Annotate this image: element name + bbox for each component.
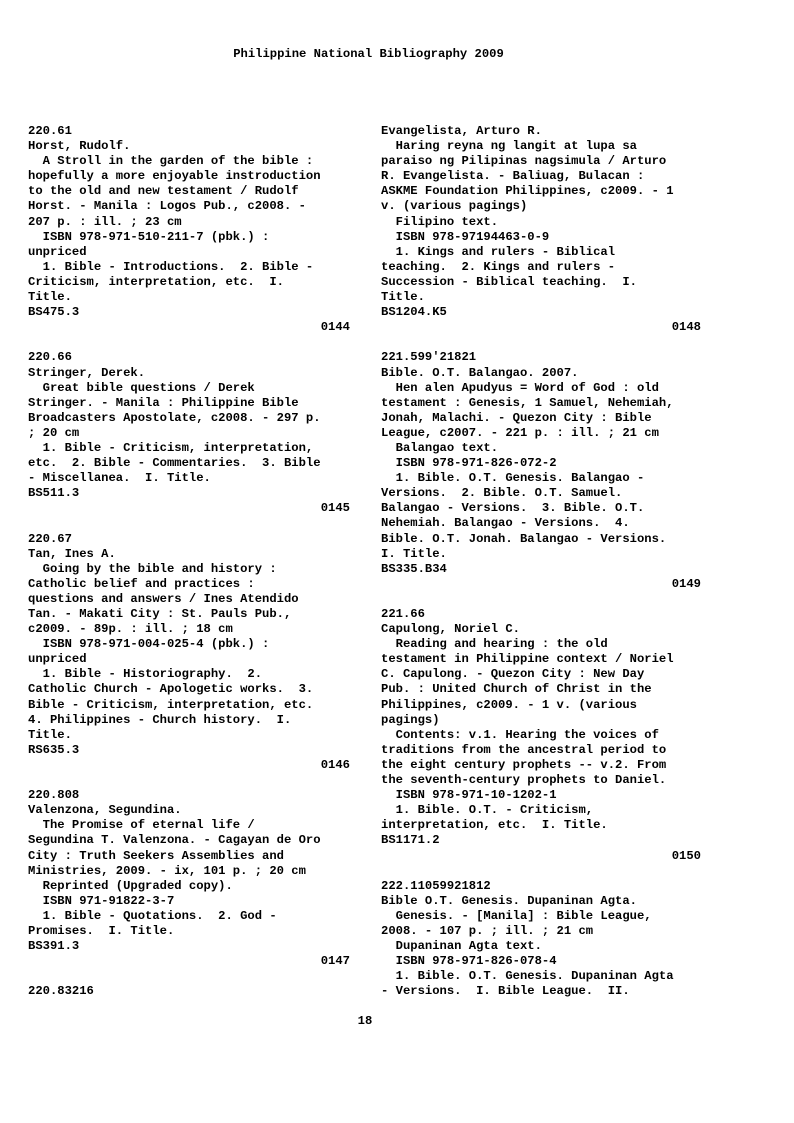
entry-line: Reading and hearing : the old <box>381 637 608 652</box>
entry-line: Promises. I. Title. <box>28 923 175 938</box>
entry-line: Nehemiah. Balangao - Versions. 4. <box>381 516 630 531</box>
entry-number: 0144 <box>320 320 350 335</box>
entry-line: ISBN 978-971-826-072-2 <box>381 456 557 471</box>
entry-line: 1. Bible - Historiography. 2. <box>28 667 263 682</box>
entry-line: 221.599'21821 <box>381 350 477 365</box>
entry-line: the seventh-century prophets to Daniel. <box>381 773 667 788</box>
entry-line: City : Truth Seekers Assemblies and <box>28 848 284 863</box>
entry-line: hopefully a more enjoyable instroduction <box>28 169 321 184</box>
entry-number: 0148 <box>671 320 701 335</box>
entry-line: 1. Bible. O.T. - Criticism, <box>381 803 594 818</box>
entry-line: League, c2007. - 221 p. : ill. ; 21 cm <box>381 425 659 440</box>
entry-line: ; 20 cm <box>28 425 80 440</box>
page-number: 18 <box>357 1014 373 1028</box>
entry-line: Horst. - Manila : Logos Pub., c2008. - <box>28 199 306 214</box>
entry-line: Great bible questions / Derek <box>28 380 255 395</box>
entry-line: to the old and new testament / Rudolf <box>28 184 299 199</box>
entry-line: 1. Bible - Introductions. 2. Bible - <box>28 259 314 274</box>
entry-line: teaching. 2. Kings and rulers - <box>381 259 616 274</box>
entry-line: Bible. O.T. Jonah. Balangao - Versions. <box>381 531 667 546</box>
entry-line: Dupaninan Agta text. <box>381 939 542 954</box>
entry-line: Going by the bible and history : <box>28 561 277 576</box>
entry-line: R. Evangelista. - Baliuag, Bulacan : <box>381 169 645 184</box>
entry-line: 220.808 <box>28 788 80 803</box>
left-column <box>28 124 350 1015</box>
entry-line: Versions. 2. Bible. O.T. Samuel. <box>381 486 623 501</box>
entry-line: Hen alen Apudyus = Word of God : old <box>381 380 659 395</box>
entry-line: testament in Philippine context / Noriel <box>381 652 674 667</box>
entry-line: ISBN 978-971-004-025-4 (pbk.) : <box>28 637 270 652</box>
entry-line: interpretation, etc. I. Title. <box>381 818 608 833</box>
entry-line: A Stroll in the garden of the bible : <box>28 154 314 169</box>
bibliography-entry <box>28 350 350 516</box>
entry-line: Bible. O.T. Balangao. 2007. <box>381 365 579 380</box>
entry-line: Haring reyna ng langit at lupa sa <box>381 139 637 154</box>
entry-number: 0146 <box>320 757 350 772</box>
entry-line: pagings) <box>381 712 440 727</box>
entry-line: Bible - Criticism, interpretation, etc. <box>28 697 314 712</box>
entry-line: Title. <box>381 290 425 305</box>
entry-line: the eight century prophets -- v.2. From <box>381 757 667 772</box>
entry-line: C. Capulong. - Quezon City : New Day <box>381 667 645 682</box>
entry-line: Philippines, c2009. - 1 v. (various <box>381 697 637 712</box>
entry-number: 0147 <box>320 954 350 969</box>
entry-line: Capulong, Noriel C. <box>381 622 520 637</box>
entry-line: Tan. - Makati City : St. Pauls Pub., <box>28 607 292 621</box>
entry-line: Criticism, interpretation, etc. I. <box>28 274 284 289</box>
entry-line: traditions from the ancestral period to <box>381 742 667 757</box>
entry-line: 1. Bible - Criticism, interpretation, <box>28 440 314 455</box>
entry-line: 2008. - 107 p. ; ill. ; 21 cm <box>381 923 594 938</box>
bibliography-entry <box>28 124 350 335</box>
entry-line: questions and answers / Ines Atendido <box>28 591 299 606</box>
entry-line: Tan, Ines A. <box>28 546 116 561</box>
entry-line: 207 p. : ill. ; 23 cm <box>28 214 182 229</box>
entry-line: 1. Bible - Quotations. 2. God - <box>28 908 277 923</box>
entry-number: 0145 <box>320 501 350 516</box>
entry-line: BS391.3 <box>28 939 80 954</box>
right-column <box>381 124 721 1015</box>
entry-line: Genesis. - [Manila] : Bible League, <box>381 908 652 923</box>
entry-line: Bible O.T. Genesis. Dupaninan Agta. <box>381 893 637 908</box>
entry-line: ISBN 971-91822-3-7 <box>28 893 175 908</box>
entry-line: Valenzona, Segundina. <box>28 803 182 818</box>
entry-number: 0149 <box>671 576 701 591</box>
entry-line: I. Title. <box>381 546 447 561</box>
entry-line: 222.11059921812 <box>381 878 491 893</box>
entry-line: BS1204.K5 <box>381 305 447 320</box>
entry-line: Balangao - Versions. 3. Bible. O.T. <box>381 501 645 516</box>
entry-line: BS1171.2 <box>381 833 440 848</box>
entry-number: 0150 <box>671 848 701 863</box>
entry-line: 220.61 <box>28 124 72 138</box>
entry-line: Reprinted (Upgraded copy). <box>28 878 233 893</box>
entry-line: 1. Bible. O.T. Genesis. Balangao - <box>381 471 645 486</box>
entry-line: Balangao text. <box>381 440 499 455</box>
entry-line: Segundina T. Valenzona. - Cagayan de Oro <box>28 833 321 848</box>
entry-line: paraiso ng Pilipinas nagsimula / Arturo <box>381 154 667 169</box>
entry-line: Catholic belief and practices : <box>28 576 255 591</box>
entry-line: Filipino text. <box>381 214 499 229</box>
entry-line: BS335.B34 <box>381 561 447 576</box>
entry-line: 220.66 <box>28 350 72 365</box>
entry-line: ISBN 978-97194463-0-9 <box>381 229 550 244</box>
entry-line: Jonah, Malachi. - Quezon City : Bible <box>381 410 652 425</box>
entry-line: ISBN 978-971-510-211-7 (pbk.) : <box>28 229 270 244</box>
bibliography-entry <box>381 607 721 864</box>
entry-line: - Versions. I. Bible League. II. <box>381 984 630 999</box>
entry-line: v. (various pagings) <box>381 199 528 214</box>
entry-line: Contents: v.1. Hearing the voices of <box>381 727 659 742</box>
entry-line: 4. Philippines - Church history. I. <box>28 712 292 727</box>
entry-line: ASKME Foundation Philippines, c2009. - 1 <box>381 184 674 199</box>
bibliography-entry <box>28 788 350 969</box>
page-header: Philippine National Bibliography 2009 <box>233 47 504 61</box>
entry-line: unpriced <box>28 244 87 259</box>
entry-line: 220.83216 <box>28 984 94 999</box>
bibliography-entry <box>381 879 721 1000</box>
entry-line: ISBN 978-971-826-078-4 <box>381 954 557 969</box>
entry-line: c2009. - 89p. : ill. ; 18 cm <box>28 622 233 637</box>
entry-line: Stringer. - Manila : Philippine Bible <box>28 395 299 410</box>
bibliography-entry <box>28 532 350 774</box>
entry-line: Evangelista, Arturo R. <box>381 124 542 138</box>
entry-line: RS635.3 <box>28 742 80 757</box>
entry-line: BS511.3 <box>28 486 80 501</box>
entry-line: - Miscellanea. I. Title. <box>28 471 211 486</box>
entry-line: 221.66 <box>381 607 425 621</box>
entry-line: BS475.3 <box>28 305 80 320</box>
entry-line: The Promise of eternal life / <box>28 818 255 833</box>
entry-line: Stringer, Derek. <box>28 365 146 380</box>
entry-line: 220.67 <box>28 531 72 546</box>
entry-line: Catholic Church - Apologetic works. 3. <box>28 682 314 697</box>
entry-line: Horst, Rudolf. <box>28 139 131 154</box>
entry-line: Succession - Biblical teaching. I. <box>381 274 637 289</box>
entry-line: Ministries, 2009. - ix, 101 p. ; 20 cm <box>28 863 306 878</box>
entry-line: unpriced <box>28 652 87 667</box>
entry-line: 1. Bible. O.T. Genesis. Dupaninan Agta <box>381 969 674 984</box>
entry-line: etc. 2. Bible - Commentaries. 3. Bible <box>28 456 321 471</box>
entry-line: Pub. : United Church of Christ in the <box>381 682 652 697</box>
entry-line: testament : Genesis, 1 Samuel, Nehemiah, <box>381 395 674 410</box>
entry-line: Title. <box>28 290 72 305</box>
bibliography-entry <box>381 350 721 592</box>
entry-line: Broadcasters Apostolate, c2008. - 297 p. <box>28 410 321 425</box>
entry-line: ISBN 978-971-10-1202-1 <box>381 788 557 803</box>
bibliography-entry <box>28 984 350 999</box>
entry-line: Title. <box>28 727 72 742</box>
bibliography-entry <box>381 124 721 335</box>
entry-line: 1. Kings and rulers - Biblical <box>381 244 616 259</box>
